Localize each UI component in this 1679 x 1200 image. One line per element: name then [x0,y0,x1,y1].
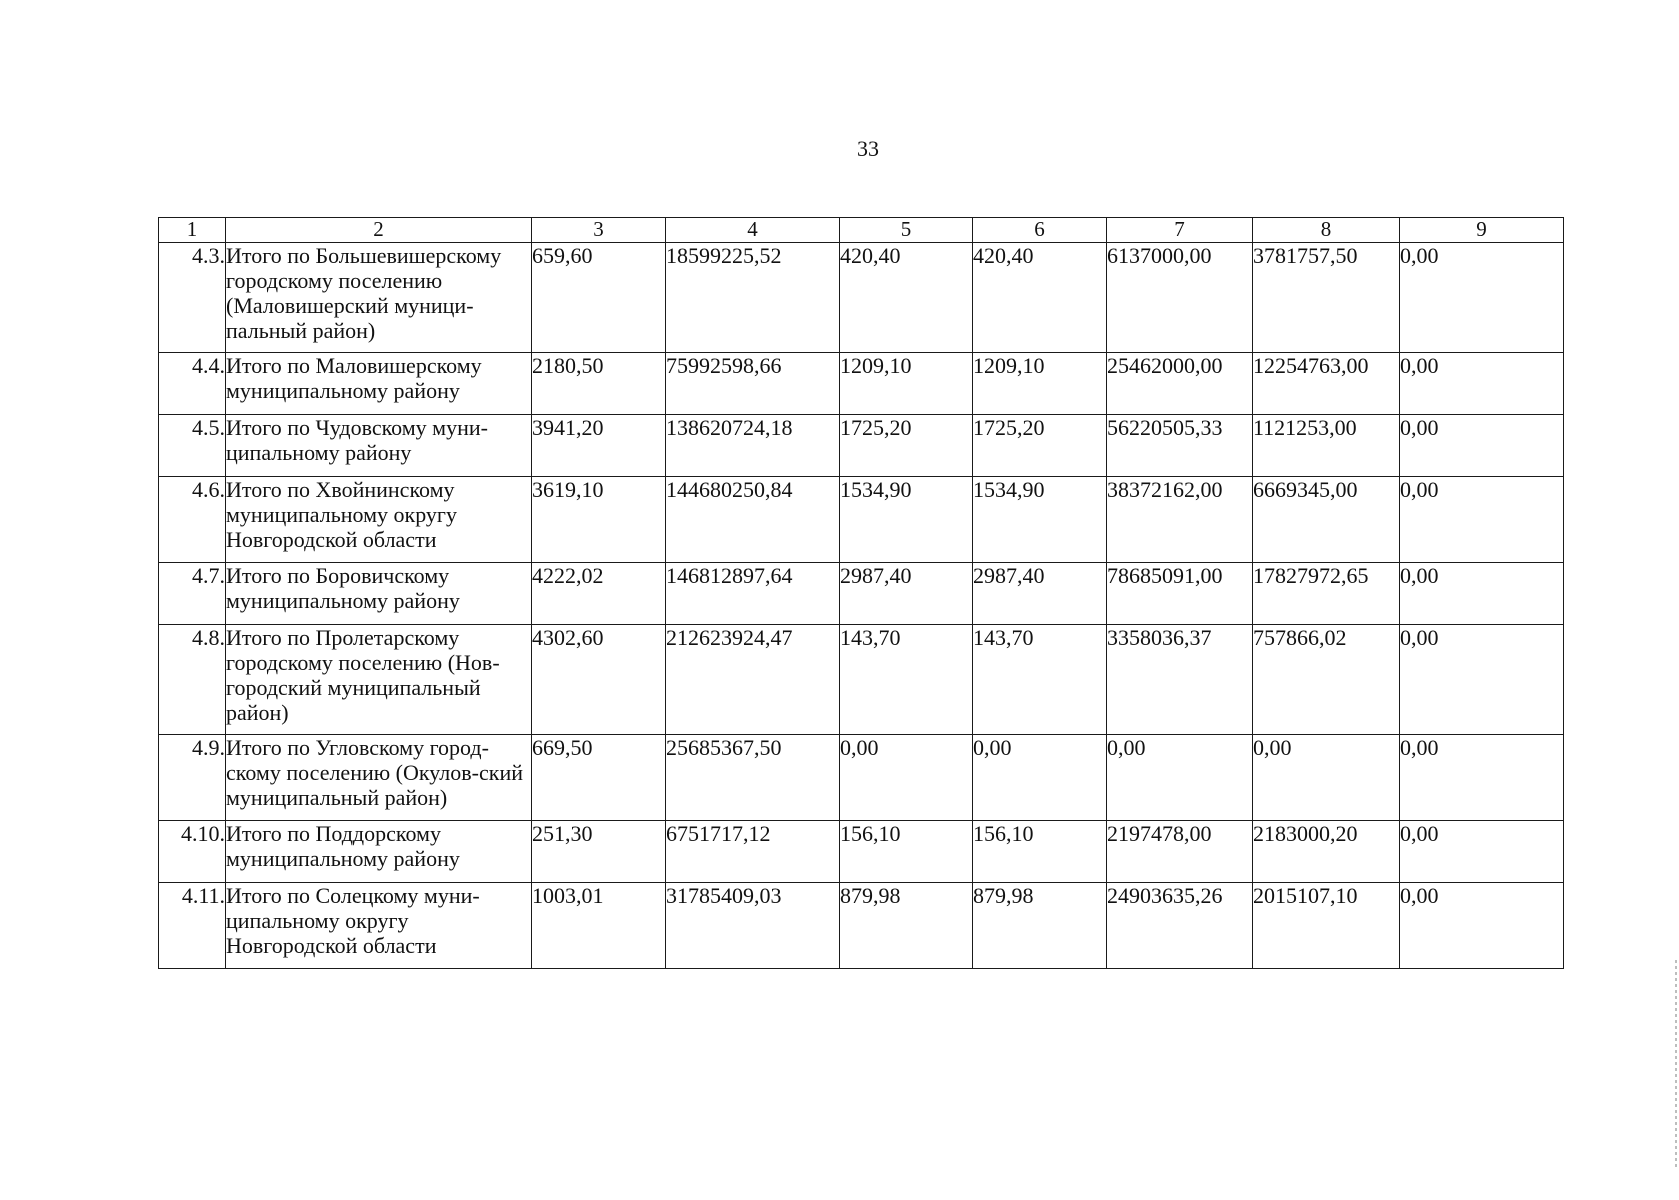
scan-edge-artifact [1675,960,1677,1170]
value-cell: 146812897,64 [666,563,840,625]
table-row [159,353,1564,415]
column-header: 3 [532,218,666,243]
value-cell: 2987,40 [840,563,973,625]
value-cell: 156,10 [973,821,1107,883]
column-header: 6 [973,218,1107,243]
value-cell: 212623924,47 [666,625,840,735]
value-cell: 2197478,00 [1107,821,1253,883]
table-row [159,477,1564,563]
value-cell: 2183000,20 [1253,821,1400,883]
row-number: 4.4. [159,353,226,415]
column-header: 2 [226,218,532,243]
value-cell: 3781757,50 [1253,243,1400,353]
page-number: 33 [857,136,879,161]
row-name: Итого по Чудовскому муни-ципальному району [226,415,532,477]
row-number: 4.3. [159,243,226,353]
value-cell: 3941,20 [532,415,666,477]
value-cell: 0,00 [1400,625,1564,735]
value-cell: 0,00 [1400,735,1564,821]
value-cell: 17827972,65 [1253,563,1400,625]
value-cell: 24903635,26 [1107,883,1253,969]
table-row [159,883,1564,969]
row-number: 4.9. [159,735,226,821]
value-cell: 0,00 [1400,415,1564,477]
value-cell: 56220505,33 [1107,415,1253,477]
row-name: Итого по Большевишерскому городскому поселению (Маловишерский муници-пальный район) [226,243,532,353]
row-number: 4.10. [159,821,226,883]
value-cell: 0,00 [840,735,973,821]
value-cell: 2987,40 [973,563,1107,625]
table-row [159,415,1564,477]
value-cell: 1003,01 [532,883,666,969]
value-cell: 75992598,66 [666,353,840,415]
value-cell: 0,00 [1400,477,1564,563]
value-cell: 25685367,50 [666,735,840,821]
value-cell: 3619,10 [532,477,666,563]
row-number: 4.7. [159,563,226,625]
value-cell: 420,40 [840,243,973,353]
value-cell: 0,00 [1400,563,1564,625]
row-number: 4.11. [159,883,226,969]
value-cell: 156,10 [840,821,973,883]
column-header: 8 [1253,218,1400,243]
table-row [159,625,1564,735]
value-cell: 25462000,00 [1107,353,1253,415]
value-cell: 12254763,00 [1253,353,1400,415]
value-cell: 879,98 [973,883,1107,969]
value-cell: 251,30 [532,821,666,883]
value-cell: 31785409,03 [666,883,840,969]
value-cell: 420,40 [973,243,1107,353]
value-cell: 3358036,37 [1107,625,1253,735]
value-cell: 1725,20 [840,415,973,477]
value-cell: 0,00 [1400,243,1564,353]
value-cell: 0,00 [1107,735,1253,821]
value-cell: 144680250,84 [666,477,840,563]
value-cell: 669,50 [532,735,666,821]
value-cell: 143,70 [973,625,1107,735]
table-row [159,821,1564,883]
value-cell: 0,00 [1400,821,1564,883]
value-cell: 4302,60 [532,625,666,735]
column-header: 7 [1107,218,1253,243]
value-cell: 38372162,00 [1107,477,1253,563]
value-cell: 0,00 [1400,883,1564,969]
row-name: Итого по Боровичскому муниципальному району [226,563,532,625]
table-row [159,563,1564,625]
row-name: Итого по Поддорскому муниципальному району [226,821,532,883]
row-name: Итого по Пролетарскому городскому поселению (Нов-городский муниципальный район) [226,625,532,735]
value-cell: 1725,20 [973,415,1107,477]
value-cell: 757866,02 [1253,625,1400,735]
value-cell: 1209,10 [973,353,1107,415]
value-cell: 659,60 [532,243,666,353]
row-name: Итого по Хвойнинскому муниципальному округу Новгородской области [226,477,532,563]
value-cell: 6137000,00 [1107,243,1253,353]
table-row [159,735,1564,821]
column-header: 4 [666,218,840,243]
row-number: 4.5. [159,415,226,477]
column-header: 1 [159,218,226,243]
value-cell: 0,00 [1253,735,1400,821]
data-table [158,217,1564,969]
value-cell: 2015107,10 [1253,883,1400,969]
column-header: 9 [1400,218,1564,243]
table-row [159,243,1564,353]
value-cell: 143,70 [840,625,973,735]
value-cell: 78685091,00 [1107,563,1253,625]
row-name: Итого по Угловскому город-скому поселению (Окулов-ский муниципальный район) [226,735,532,821]
value-cell: 1209,10 [840,353,973,415]
value-cell: 879,98 [840,883,973,969]
column-header: 5 [840,218,973,243]
value-cell: 18599225,52 [666,243,840,353]
value-cell: 1534,90 [973,477,1107,563]
row-number: 4.6. [159,477,226,563]
value-cell: 6669345,00 [1253,477,1400,563]
value-cell: 1534,90 [840,477,973,563]
table-header-row [159,218,1564,243]
value-cell: 2180,50 [532,353,666,415]
row-name: Итого по Маловишерскому муниципальному району [226,353,532,415]
value-cell: 0,00 [1400,353,1564,415]
value-cell: 138620724,18 [666,415,840,477]
row-name: Итого по Солецкому муни-ципальному округу Новгородской области [226,883,532,969]
row-number: 4.8. [159,625,226,735]
value-cell: 6751717,12 [666,821,840,883]
value-cell: 0,00 [973,735,1107,821]
value-cell: 1121253,00 [1253,415,1400,477]
value-cell: 4222,02 [532,563,666,625]
